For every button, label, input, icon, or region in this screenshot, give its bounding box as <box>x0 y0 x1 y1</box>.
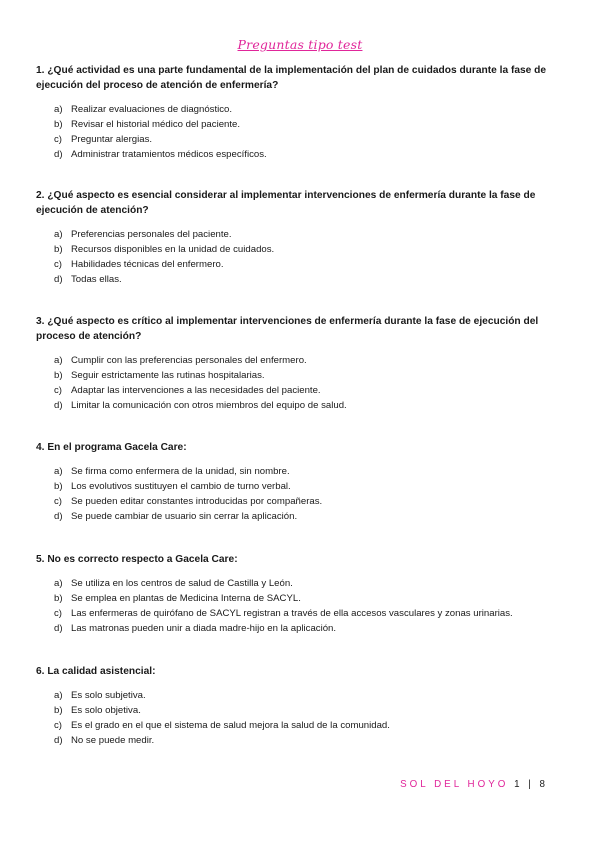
option-item: a) Realizar evaluaciones de diagnóstico. <box>54 104 233 115</box>
option-item: b) Revisar el historial médico del paciente. <box>54 119 241 130</box>
option-item: a) Preferencias personales del paciente. <box>54 229 232 240</box>
option-item: c) Es el grado en el que el sistema de salud mejora la salud de la comunidad. <box>54 720 390 731</box>
option-item: c) Se pueden editar constantes introducidas por compañeras. <box>54 496 323 507</box>
option-item: c) Adaptar las intervenciones a las necesidades del paciente. <box>54 385 321 396</box>
option-item: a) Se utiliza en los centros de salud de Castilla y León. <box>54 578 293 589</box>
option-item: d) Las matronas pueden unir a diada madre-hijo en la aplicación. <box>54 623 337 634</box>
question-text: 1. ¿Qué actividad es una parte fundamental de la implementación del plan de cuidados durante la fase de ejecución del proceso de atención de enfermería? <box>36 65 547 91</box>
option-item: a) Se firma como enfermera de la unidad, sin nombre. <box>54 466 290 477</box>
question-4 <box>36 440 558 524</box>
options-list <box>36 464 558 524</box>
option-item: c) Habilidades técnicas del enfermero. <box>54 259 224 270</box>
options-list <box>36 353 558 413</box>
question-2 <box>36 188 558 287</box>
question-3 <box>36 314 558 413</box>
question-text: 2. ¿Qué aspecto es esencial considerar al implementar intervenciones de enfermería durante la fase de ejecución de atención? <box>36 190 536 216</box>
option-item: b) Es solo objetiva. <box>54 705 141 716</box>
option-item: d) No se puede medir. <box>54 735 155 746</box>
options-list <box>36 227 558 287</box>
page-footer <box>400 779 548 790</box>
options-list <box>36 576 558 636</box>
option-item: d) Limitar la comunicación con otros miembros del equipo de salud. <box>54 400 347 411</box>
question-6 <box>36 664 558 748</box>
option-item: a) Cumplir con las preferencias personales del enfermero. <box>54 355 307 366</box>
page-title: Preguntas tipo test <box>237 37 363 52</box>
option-item: d) Se puede cambiar de usuario sin cerrar la aplicación. <box>54 511 298 522</box>
question-text: 3. ¿Qué aspecto es crítico al implementar intervenciones de enfermería durante la fase de ejecución del proceso de atención? <box>36 316 539 342</box>
question-text: 4. En el programa Gacela Care: <box>36 442 187 453</box>
question-1 <box>36 63 558 162</box>
option-item: d) Todas ellas. <box>54 274 122 285</box>
options-list <box>36 102 558 162</box>
option-item: a) Es solo subjetiva. <box>54 690 146 701</box>
option-item: b) Seguir estrictamente las rutinas hospitalarias. <box>54 370 265 381</box>
option-item: c) Preguntar alergias. <box>54 134 153 145</box>
options-list <box>36 688 558 748</box>
question-text: 5. No es correcto respecto a Gacela Care: <box>36 554 238 565</box>
option-item: b) Recursos disponibles en la unidad de cuidados. <box>54 244 275 255</box>
option-item: d) Administrar tratamientos médicos específicos. <box>54 149 267 160</box>
question-5 <box>36 552 558 636</box>
author-name: SOL DEL HOYO <box>400 779 509 790</box>
option-item: b) Los evolutivos sustituyen el cambio de turno verbal. <box>54 481 291 492</box>
question-text: 6. La calidad asistencial: <box>36 666 156 677</box>
page-number: 1 | 8 <box>514 779 548 790</box>
option-item: c) Las enfermeras de quirófano de SACYL registran a través de ella accesos vasculares y zonas urinarias. <box>54 608 513 619</box>
option-item: b) Se emplea en plantas de Medicina Interna de SACYL. <box>54 593 301 604</box>
